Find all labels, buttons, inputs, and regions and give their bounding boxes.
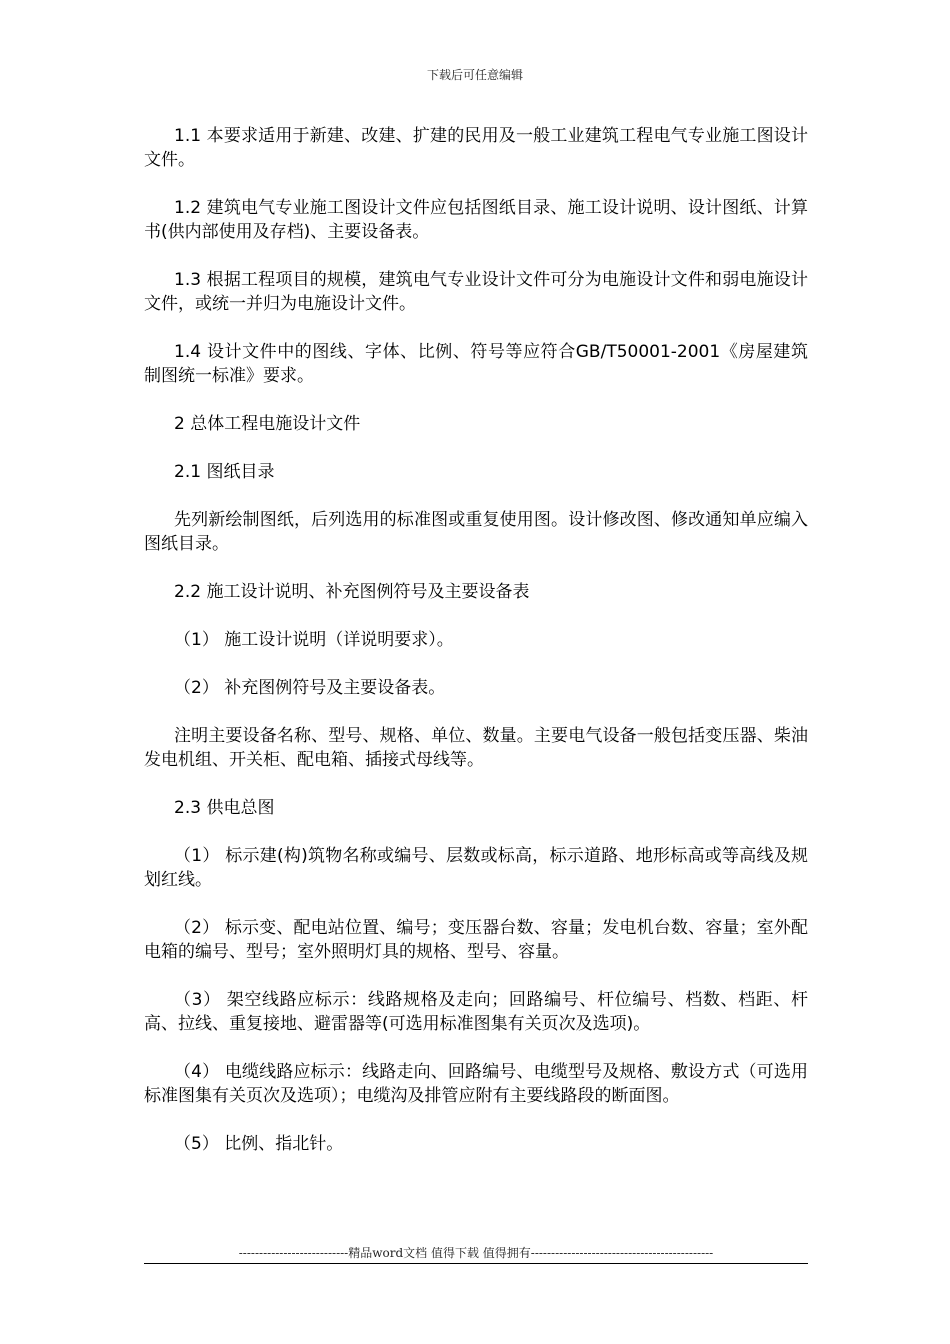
paragraph-1-2: 1.2 建筑电气专业施工图设计文件应包括图纸目录、施工设计说明、设计图纸、计算书(供内部使用及存档)、主要设备表。 [144,198,808,242]
paragraph-drawing-list: 先列新绘制图纸，后列选用的标准图或重复使用图。设计修改图、修改通知单应编入图纸目录。 [144,510,808,554]
section-heading-2: 2 总体工程电施设计文件 [174,414,361,434]
section-heading-2-2: 2.2 施工设计说明、补充图例符号及主要设备表 [174,582,530,602]
paragraph-1-4: 1.4 设计文件中的图线、字体、比例、符号等应符合GB/T50001-2001《房屋建筑制图统一标准》要求。 [144,342,808,386]
list-item-2-3-4: （4） 电缆线路应标示：线路走向、回路编号、电缆型号及规格、敷设方式（可选用标准图集有关页次及选项）；电缆沟及排管应附有主要线路段的断面图。 [144,1062,808,1106]
paragraph-1-1: 1.1 本要求适用于新建、改建、扩建的民用及一般工业建筑工程电气专业施工图设计文件。 [144,126,808,170]
paragraph-1-3: 1.3 根据工程项目的规模，建筑电气专业设计文件可分为电施设计文件和弱电施设计文件，或统一并归为电施设计文件。 [144,270,808,314]
document-body [144,124,808,1180]
list-item-2-2-2: （2） 补充图例符号及主要设备表。 [174,678,446,698]
page-footer: ---------------------------精品word文档 值得下载 值得拥有--------------------------------------------- [238,1246,714,1260]
list-item-2-3-1: （1） 标示建(构)筑物名称或编号、层数或标高，标示道路、地形标高或等高线及规划红线。 [144,846,808,890]
list-item-2-3-3: （3） 架空线路应标示：线路规格及走向；回路编号、杆位编号、档数、档距、杆高、拉线、重复接地、避雷器等(可选用标准图集有关页次及选项)。 [144,990,808,1034]
list-item-2-3-2: （2） 标示变、配电站位置、编号；变压器台数、容量；发电机台数、容量；室外配电箱的编号、型号；室外照明灯具的规格、型号、容量。 [144,918,808,962]
list-item-2-2-1: （1） 施工设计说明（详说明要求）。 [174,630,454,650]
footer-divider [144,1263,808,1264]
section-heading-2-3: 2.3 供电总图 [174,798,275,818]
list-item-2-3-5: （5） 比例、指北针。 [174,1134,344,1154]
page-header: 下载后可任意编辑 [426,68,523,82]
paragraph-equipment-note: 注明主要设备名称、型号、规格、单位、数量。主要电气设备一般包括变压器、柴油发电机组、开关柜、配电箱、插接式母线等。 [144,726,808,770]
section-heading-2-1: 2.1 图纸目录 [174,462,275,482]
